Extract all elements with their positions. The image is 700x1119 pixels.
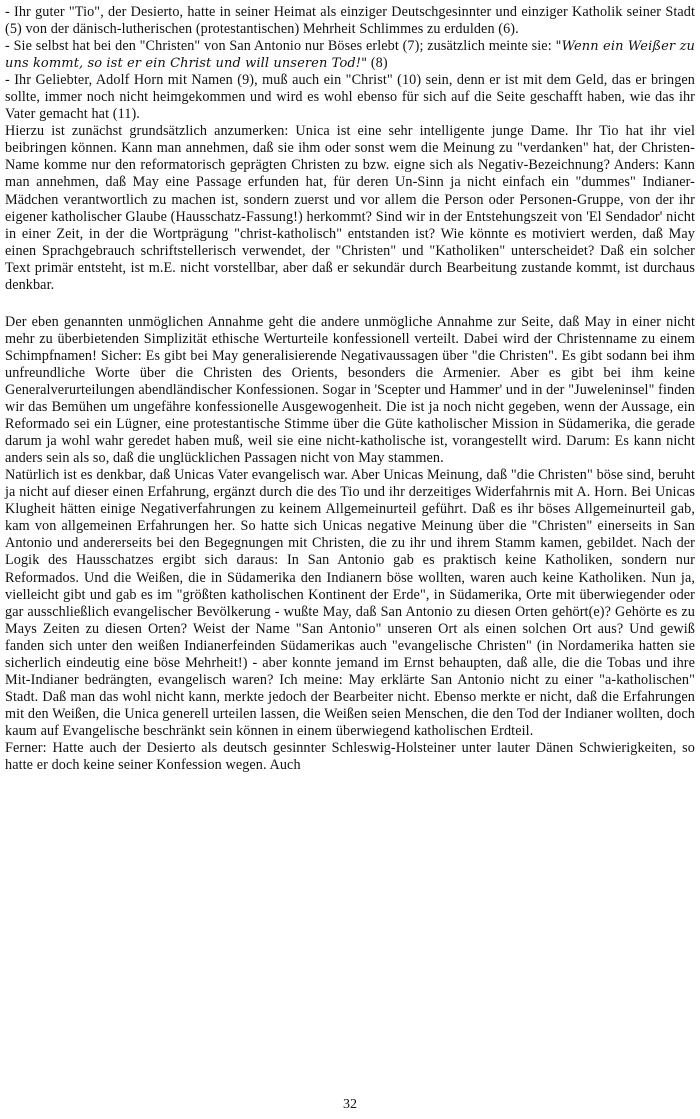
paragraph-unicas-vater: Natürlich ist es denkbar, daß Unicas Vater evangelisch war. Aber Unicas Meinung, daß "die Christen" böse sind, beruht ja nicht auf dieser einen Erfahrung, ergänzt durch die des Tio und ihr derzeitiges Widerfahrnis mit A. Horn. Bei Unicas Klugheit hätten einige Negativerfahrungen zu keinem Allgemeinurteil geführt. Daß es ihr böses Allgemeinurteil gab, kam von allgemeinen Erfahrungen her. So hatte sich Unicas negative Meinung über die "Christen" einerseits in San Antonio und andererseits bei den Begegnungen mit Christen, die zu ihr und ihrem Stamm kamen, gebildet. Nach der Logik des Hausschatzes ergibt sich daraus: In San Antonio gab es praktisch keine Katholiken, sondern nur Reformados. Und die Weißen, die in Südamerika den Indianern böse wollten, waren auch keine Katholiken. Nun ja, vielleicht gibt und gab es im "größten katholischen Kontinent der Erde", in Südamerika, Orte mit überwiegender oder gar ausschließlich evangelischer Bevölkerung - wußte May, daß San Antonio zu diesen Orten gehört(e)? Gehörte es zu Mays Zeiten zu diesen Orten? Weist der Name "San Antonio" unseren Ort als einen solchen Ort aus? Und gewiß fanden sich unter den weißen Indianerfeinden Südamerikas auch "evangelische Christen" (in Nordamerika hatten sie sicherlich eindeutig eine böse Mehrheit!) - aber konnte jemand im Ernst behaupten, daß alle, die die Tobas und ihre Mit-Indianer bedrängten, evangelisch waren? Ich meine: May erklärte San Antonio nicht zu einer "a-katholischen" Stadt. Daß man das wohl nicht kann, merkte jedoch der Bearbeiter nicht. Ebenso merkte er nicht, daß die Erfahrungen mit den Weißen, die Unica generell urteilen lassen, die Weißen seien Menschen, die den Tod der Indianer wollten, doch kaum auf Evangelische beschränkt sein können in einem überwiegend katholischen Erdteil. bbox=[5, 467, 695, 739]
page-number: 32 bbox=[343, 1097, 357, 1112]
bullet-text-before: - Sie selbst hat bei den "Christen" von San Antonio nur Böses erlebt (7); zusätzlich meinte sie: bbox=[5, 38, 556, 55]
paragraph-ferner: Ferner: Hatte auch der Desierto als deutsch gesinnter Schleswig-Holsteiner unter lauter Dänen Schwierigkeiten, so hatte er doch keine seiner Konfession wegen. Auch bbox=[5, 739, 695, 774]
paragraph-gap bbox=[5, 294, 695, 314]
bullet-text-after: (8) bbox=[367, 55, 388, 72]
unica-quote: "Wenn ein Weißer zu uns kommt, so ist er ein Christ und will unseren Tod!" bbox=[5, 39, 695, 72]
body-text bbox=[5, 4, 695, 774]
paragraph-unmoegliche-annahme: Der eben genannten unmöglichen Annahme geht die andere unmögliche Annahme zur Seite, daß May in einer nicht mehr zu überbietenden Simplizität ethische Werturteile konfessionell verteilt. Dabei wird der Christenname zu einem Schimpfnamen! Sicher: Es gibt bei May generalisierende Negativaussagen über "die Christen". Es gibt sodann bei ihm unfreundliche Worte über die Christen des Orients, besonders die Armenier. Aber es gibt bei ihm keine Generalverurteilungen abendländischer Konfessionen. Sogar in 'Scepter und Hammer' und in der "Juweleninsel" finden wir das Bemühen um ungefähre konfessionelle Ausgewogenheit. Die ist ja noch nicht gegeben, wenn der Aussage, ein Reformado sei ein Lügner, eine protestantische Stimme über die Güte katholischer Mission in Südamerika, die gerade darum ja wohl wahr geredet haben muß, weil sie eine nicht-katholische ist, vorangestellt wird. Darum: Es kann nicht anders sein als so, daß die unglücklichen Passagen nicht von May stammen. bbox=[5, 313, 695, 467]
bullet-tio: - Ihr guter "Tio", der Desierto, hatte in seiner Heimat als einziger Deutschgesinnter und einziger Katholik seiner Stadt (5) von der dänisch-lutherischen (protestantischen) Mehrheit Schlimmes zu erdulden (6). bbox=[5, 4, 695, 38]
paragraph-hierzu: Hierzu ist zunächst grundsätzlich anzumerken: Unica ist eine sehr intelligente junge Dame. Ihr Tio hat ihr viel beibringen können. Kann man annehmen, daß sie ihm oder sonst wem die Meinung zu "verdanken" hat, der Christen-Name komme nur den reformatorisch geprägten Christen zu bzw. eigne sich als Negativ-Bezeichnung? Anders: Kann man annehmen, daß May eine Passage erfunden hat, für deren Un-Sinn ja nicht einfach ein "dummes" Indianer-Mädchen verantwortlich zu machen ist, sondern zuerst und vor allem die Person oder Personen-Gruppe, von der ihr eigener katholischer Glaube (Hausschatz-Fassung!) herkommt? Sind wir in der Entstehungszeit von 'El Sendador' nicht in einer Zeit, in der die Wortprägung "christ-katholisch" entstanden ist? Wie könnte es motiviert werden, daß May einen Sprachgebrauch schriftstellerisch verwendet, der "Christen" und "Katholiken" unterscheidet? Daß ein solcher Text primär entsteht, ist m.E. nicht vorstellbar, aber daß er sekundär durch Bearbeitung zustande kommt, ist durchaus denkbar. bbox=[5, 123, 695, 293]
bullet-christen-quote bbox=[5, 38, 695, 72]
bullet-adolf-horn: - Ihr Geliebter, Adolf Horn mit Namen (9), muß auch ein "Christ" (10) sein, denn er ist mit dem Geld, das er bringen sollte, immer noch nicht heimgekommen und wird es wohl ebenso für sich auf die Seite geschafft haben, wie das ihr Vater gemacht hat (11). bbox=[5, 72, 695, 123]
